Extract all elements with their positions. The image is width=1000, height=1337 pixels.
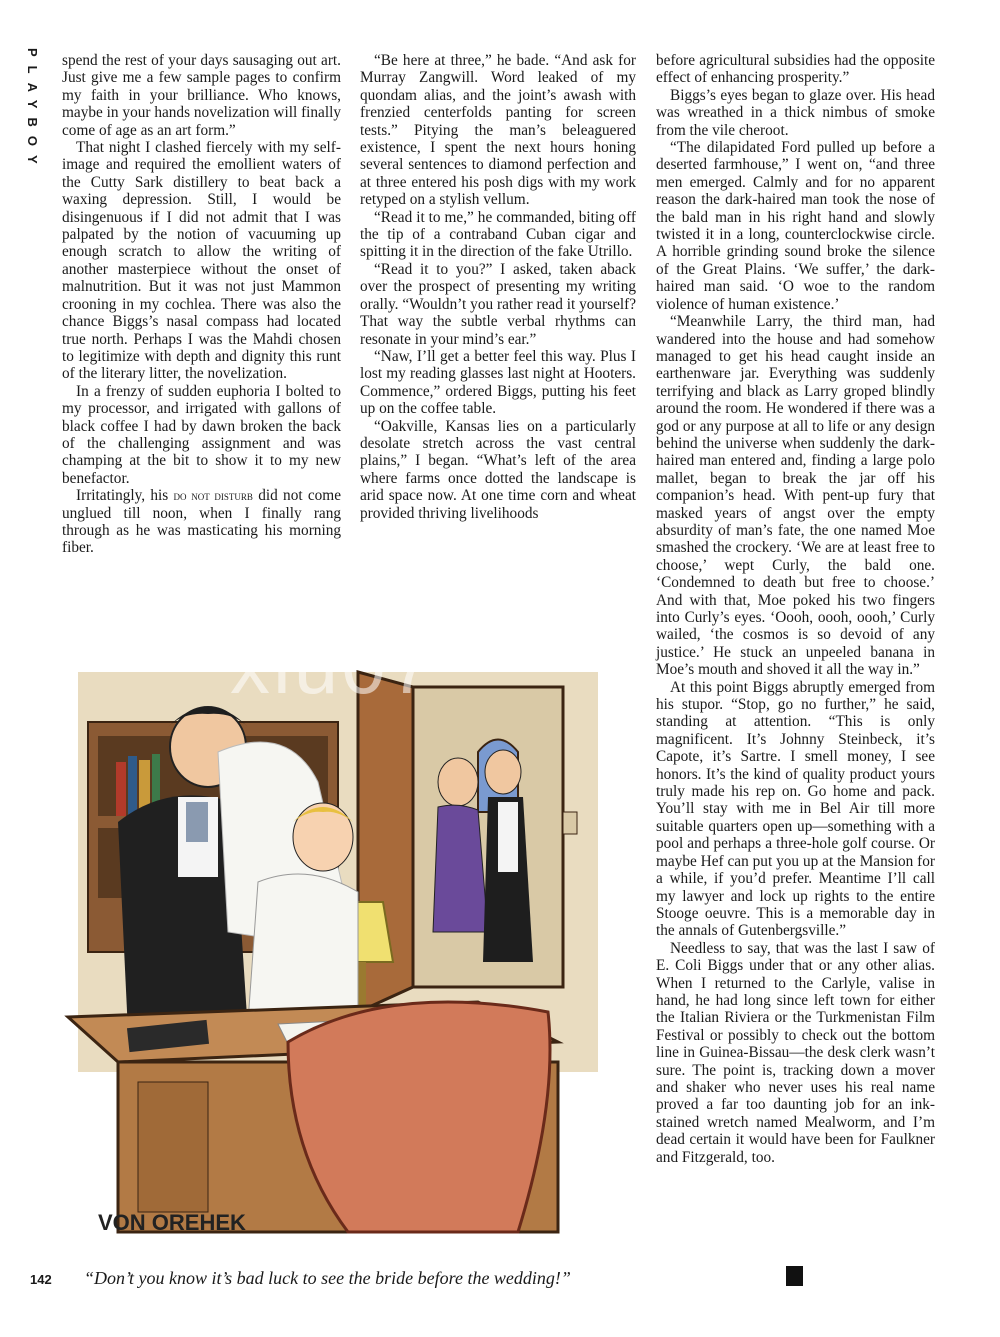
paragraph: “Read it to me,” he commanded, biting off the tip of a contraband Cuban cigar and spitting it in the direction of the fake Utrillo. bbox=[360, 208, 636, 261]
text-column-1 bbox=[62, 52, 341, 557]
paragraph: spend the rest of your days sausaging out art. Just give me a few sample pages to confirm my faith in your brilliance. Who knows, maybe in your hands novelization will finally come of age as an art form.” bbox=[62, 52, 341, 139]
masthead-text: PLAYBOY bbox=[25, 48, 40, 173]
text-run: Irritatingly, his bbox=[76, 487, 169, 505]
paragraph: before agricultural subsidies had the opposite effect of enhancing prosperity.” bbox=[656, 52, 935, 87]
page-number: 142 bbox=[30, 1272, 52, 1287]
paragraph: “The dilapidated Ford pulled up before a deserted farmhouse,” I went on, “and three men emerged. Calmly and for no apparent reason the dark-haired man took the nose of the bald man in his right hand and slowly twisted it in a long, counterclockwise circle. A horrible grinding sound broke the silence of the Great Plains. ‘We suffer,’ the dark-haired man said. ‘O woe to the random violence of human existence.’ bbox=[656, 139, 935, 313]
paragraph: Biggs’s eyes began to glaze over. His head was wreathed in a thick nimbus of smoke from the vile cheroot. bbox=[656, 86, 935, 139]
paragraph: At this point Biggs abruptly emerged from his stupor. “Stop, go no further,” he said, standing at attention. “This is only magnificent. It’s Johnny Steinbeck, it’s Capote, it’s Sartre. I smell money, I see honors. It’s the kind of quality product yours truly made his rep on. Go home and pack. You’ll stay with me in Bel Air till more suitable quarters open up—something with a pool and perhaps a three-hole golf course. Or maybe Hef can put you up at the Mansion for a while, if you’d prefer. Meantime I’ll call my lawyer and lock up rights to the entire Stooge oeuvre. This is a memorable day in the annals of Gutenbergsville.” bbox=[656, 678, 935, 940]
paragraph: Needless to say, that was the last I saw of E. Coli Biggs under that or any other alias. When I returned to the Carlyle, valise in hand, he had long since left town for either the Italian Riviera or the Turkmenistan Film Festival or possibly to check out the bottom line in Guinea-Bissau—the desk clerk wasn’t sure. The point is, tracking down a mover and shaker who never uses his real name proved a far too daunting job for an ink-stained wretch named Mealworm, and I’m dead certain it would have been for Faulkner and Fitzgerald, too. bbox=[656, 939, 935, 1166]
paragraph: “Read it to you?” I asked, taken aback over the prospect of presenting my writing orally. “Wouldn’t you rather read it yourself? That way the subtle verbal rhythms can resonate in your mind’s ear.” bbox=[360, 260, 636, 348]
bunny-logo-icon bbox=[786, 1266, 803, 1286]
watermark: xiu07 bbox=[230, 621, 437, 710]
paragraph: “Be here at three,” he bade. “And ask for Murray Zangwill. Word leaked of my quondam alias, and the joint’s awash with frenzied centerfolds panting for screen tests.” Pitying the man’s beleaguered existence, I spent the next hours honing several sentences to diamond perfection and at three entered his posh digs with my work retyped on a stylish vellum. bbox=[360, 52, 636, 209]
paragraph: In a frenzy of sudden euphoria I bolted to my processor, and irrigated with gallons of black coffee I had by dawn broken the back of the challenging assignment and was champing at the bit to show it to my new benefactor. bbox=[62, 382, 341, 487]
cartoon-caption: “Don’t you know it’s bad luck to see the bride before the wedding!” bbox=[84, 1268, 571, 1288]
paragraph: “Naw, I’ll get a better feel this way. Plus I lost my reading glasses last night at Hooters. Commence,” ordered Biggs, putting his feet up on the coffee table. bbox=[360, 347, 636, 418]
desk-chair bbox=[288, 1002, 550, 1232]
paragraph: “Oakville, Kansas lies on a particularly desolate stretch across the vast central plains,” I began. “What’s left of the area where farms once dotted the landscape is arid space now. At one time corn and wheat provided thriving livelihoods bbox=[360, 417, 636, 522]
cartoon-illustration bbox=[58, 632, 618, 1254]
text-column-2 bbox=[360, 52, 636, 522]
artist-signature: VON OREHEK bbox=[98, 1210, 246, 1235]
paragraph: That night I clashed fiercely with my self-image and required the emollient waters of the Cutty Sark distillery to beat back a waxing depression. Still, I would be disingenuous if I did not admit that I was palpated by the notion of vacuuming up enough scratch to allow the writing of another masterpiece without the onset of malnutrition. But it was not just Mammon crooning in my cochlea. There was also the chance Biggs’s nasal compass had located true north. Perhaps I was the Mahdi chosen to legitimize with depth and dignity this runt of the literary litter, the novelization. bbox=[62, 139, 341, 383]
paragraph: “Meanwhile Larry, the third man, had wandered into the house and had somehow managed to get his head caught inside an earthenware jar. Everything was suddenly terrifying and black as Larry groped blindly around the room. He wondered if there was a god or any purpose at all to life or any design behind the universe when suddenly the dark-haired man entered and, finding a large polo mallet, began to break the jar off his companion’s head. With pent-up fury that masked years of angst over the empty absurdity of man’s fate, the one named Moe smashed the crockery. ‘We are at least free to choose,’ wept Curly, the bald one. ‘Condemned to death but free to choose.’ And with that, Moe poked his two fingers into Curly’s eyes. ‘Oooh, oooh, oooh,’ Curly wailed, ‘the cosmos is so devoid of any justice.’ He stuck an unpeeled banana in Moe’s mouth and shoved it all the way in.” bbox=[656, 313, 935, 679]
paragraph bbox=[62, 487, 341, 557]
magazine-masthead bbox=[22, 48, 44, 208]
text-run: did not come unglued till noon, when I finally rang through as he was masticating his morning fiber. bbox=[62, 487, 341, 557]
small-caps-sign: do not disturb bbox=[173, 488, 253, 504]
text-column-3 bbox=[656, 52, 935, 1166]
